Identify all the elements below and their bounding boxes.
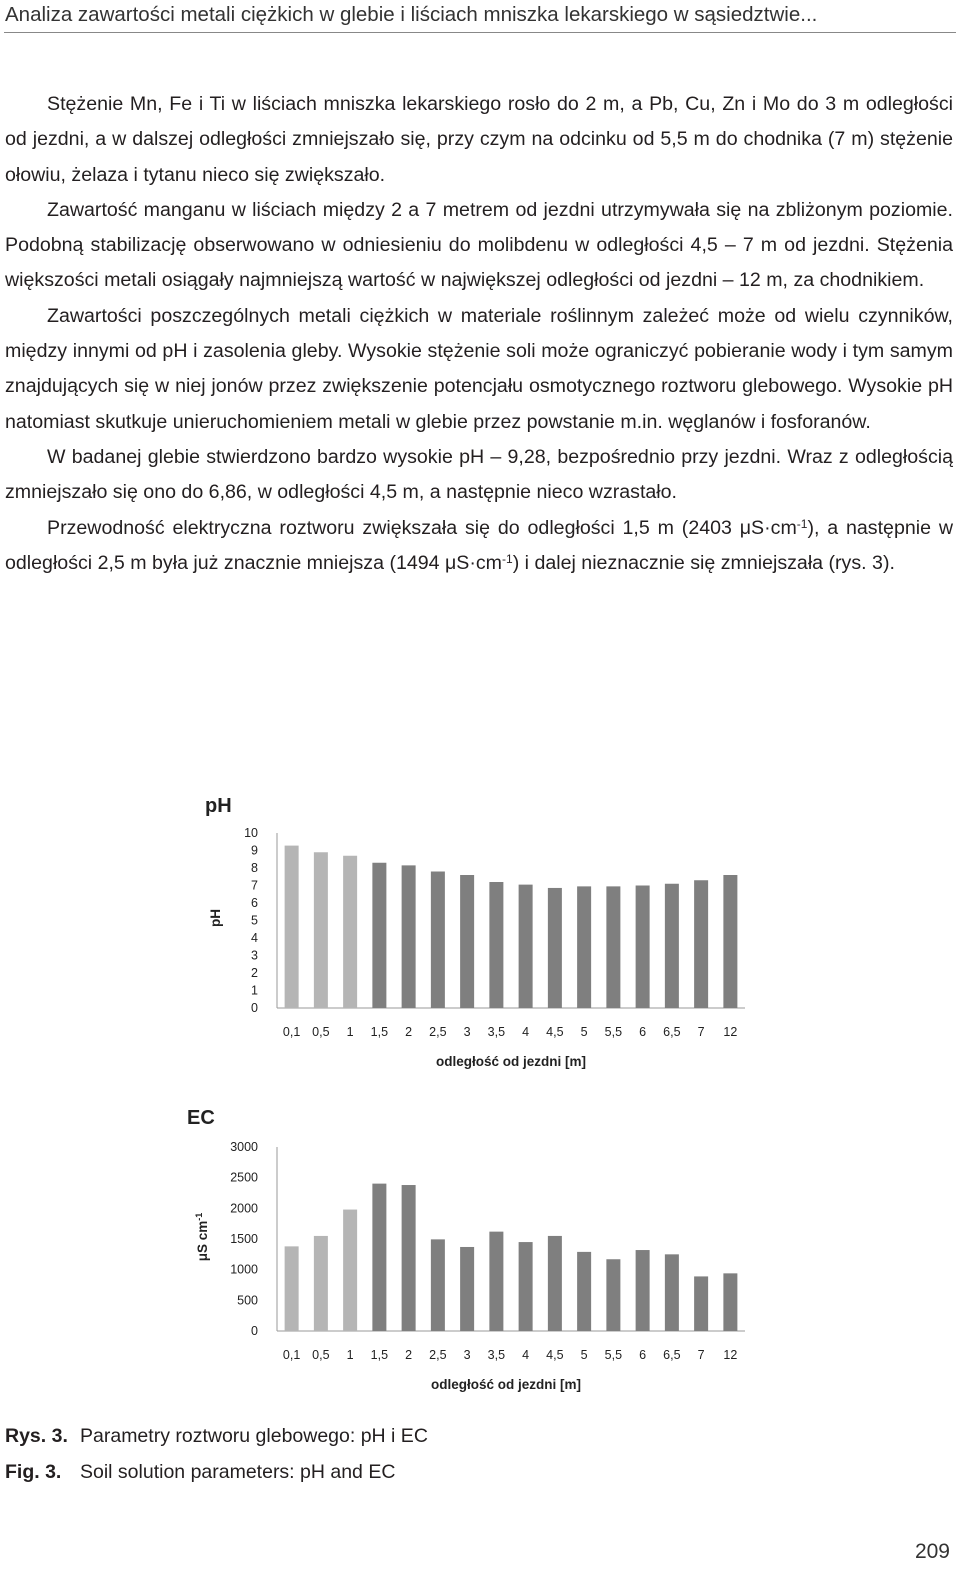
x-tick-label: 2,5 [429, 1348, 447, 1362]
bar [606, 1259, 620, 1331]
y-tick-label: 6 [251, 896, 258, 910]
x-tick-label: 3 [463, 1025, 471, 1039]
bar [723, 1273, 737, 1331]
bar [343, 1210, 357, 1331]
x-tick-label: 2 [405, 1348, 413, 1362]
x-tick-label: 6 [639, 1348, 647, 1362]
bar [431, 872, 445, 1009]
unit-exponent: -1 [502, 551, 513, 566]
x-tick-label: 0,1 [282, 1025, 301, 1039]
y-axis-title: μS $cm^{-1}$ [194, 1212, 210, 1262]
running-title: Analiza zawartości metali ciężkich w glebie i liściach mniszka lekarskiego w sąsiedztwie... [5, 3, 818, 26]
y-tick-label: 2000 [230, 1201, 258, 1216]
bar [343, 856, 357, 1008]
x-tick-label: 6,5 [663, 1025, 681, 1039]
y-tick-label: 10 [244, 826, 258, 840]
bar [314, 852, 328, 1008]
bar [636, 1250, 650, 1331]
x-tick-label: 1,5 [370, 1348, 389, 1362]
bar [402, 1185, 416, 1331]
bar [694, 1276, 708, 1331]
bar [285, 1246, 299, 1331]
paragraph-5-part-c: ) i dalej nieznacznie się zmniejszała (rys. 3). [512, 551, 895, 574]
bar [372, 863, 386, 1008]
x-tick-label: 0,5 [312, 1348, 330, 1362]
paragraph-3: Zawartości poszczególnych metali ciężkich w materiale roślinnym zależeć może od wielu czynników, między innymi od pH i zasolenia gleby. Wysokie stężenie soli może ograniczyć pobieranie wody i tym samym znajdujących się w niej jonów przez zwiększenie potencjału osmotycznego roztworu glebowego. Wysokie pH natomiast skutkuje unieruchomieniem metali w glebie przez powstanie m.in. węglanów i fosforanów. [5, 304, 953, 433]
page-number: 209 [914, 1540, 950, 1563]
bar [665, 1254, 679, 1331]
x-tick-label: 0,5 [312, 1025, 330, 1039]
bar [577, 1252, 591, 1331]
paragraph-1: Stężenie Mn, Fe i Ti w liściach mniszka lekarskiego rosło do 2 m, a Pb, Cu, Zn i Mo do 3 m odległości od jezdni, a w dalszej odległości zmniejszało się, przy czym na odcinku od 5,5 m do chodnika (7 m) stężenie ołowiu, żelaza i tytanu nieco się zwiększało. [5, 93, 953, 186]
x-tick-label: 6,5 [663, 1348, 681, 1362]
y-axis-title: pH [208, 909, 223, 927]
x-tick-label: 4 [522, 1025, 530, 1039]
y-tick-label: 3 [251, 948, 258, 963]
bar [519, 885, 533, 1008]
chart-title: EC [187, 1107, 215, 1129]
bar [285, 846, 299, 1008]
bar [489, 1232, 503, 1331]
bar [665, 884, 679, 1008]
x-tick-label: 4,5 [546, 1348, 564, 1362]
caption-en-number: Fig. 3. [5, 1461, 62, 1483]
bar [519, 1242, 533, 1331]
x-tick-label: 5 [580, 1025, 588, 1039]
x-tick-label: 5 [580, 1348, 588, 1362]
y-tick-label: 4 [251, 931, 258, 945]
caption-en-text: Soil solution parameters: pH and EC [80, 1461, 396, 1483]
x-tick-label: 7 [697, 1025, 705, 1039]
x-tick-label: 0,1 [282, 1348, 301, 1362]
chart-title: pH [205, 795, 232, 817]
bar [460, 875, 474, 1008]
unit-exponent: -1 [796, 516, 808, 531]
y-tick-label: 2500 [230, 1170, 258, 1185]
x-tick-label: 1 [346, 1025, 354, 1039]
paragraph-5-part-b: ), a następnie w odległości 2,5 m była już znacznie mniejsza (1494 μS·cm [5, 516, 953, 574]
bar [606, 886, 620, 1008]
x-tick-label: 5,5 [604, 1348, 623, 1362]
bar [402, 865, 416, 1008]
bar [548, 888, 562, 1008]
x-tick-label: 6 [639, 1025, 647, 1039]
bar [460, 1247, 474, 1331]
y-tick-label: 500 [237, 1293, 258, 1308]
bar [548, 1236, 562, 1331]
paragraph-2: Zawartość manganu w liściach między 2 a 7 metrem od jezdni utrzymywała się na zbliżonym poziomie. Podobną stabilizację obserwowano w odniesieniu do molibdenu w odległości 4,5 – 7 m od jezdni. Stężenia większości metali osiągały najmniejszą wartość w największej odległości od jezdni – 12 m, za chodnikiem. [5, 198, 953, 292]
x-axis-title: odległość od jezdni [m] [430, 1377, 582, 1392]
y-tick-label: 8 [251, 861, 258, 875]
y-tick-label: 1 [251, 983, 258, 998]
y-axis-title-exponent: -1 [194, 1212, 204, 1221]
y-tick-label: 9 [251, 843, 258, 858]
y-tick-label: 0 [251, 1001, 258, 1015]
x-tick-label: 3 [463, 1348, 471, 1362]
y-tick-label: 5 [251, 913, 258, 928]
x-tick-label: 1,5 [370, 1025, 389, 1039]
bar [636, 886, 650, 1009]
x-tick-label: 2,5 [429, 1025, 447, 1039]
x-tick-label: 12 [723, 1025, 738, 1039]
x-tick-label: 7 [697, 1348, 705, 1362]
bar [723, 875, 737, 1008]
y-tick-label: 3000 [230, 1140, 258, 1154]
bar [694, 880, 708, 1008]
x-tick-label: 1 [346, 1348, 354, 1362]
bar [372, 1184, 386, 1331]
y-tick-label: 1500 [230, 1232, 258, 1246]
x-tick-label: 5,5 [604, 1025, 623, 1039]
y-tick-label: 2 [251, 966, 258, 980]
x-tick-label: 4 [522, 1348, 530, 1362]
bar [489, 882, 503, 1008]
x-tick-label: 3,5 [487, 1025, 506, 1039]
y-tick-label: 1000 [230, 1262, 258, 1277]
x-axis-title: odległość od jezdni [m] [435, 1054, 587, 1069]
bar [314, 1236, 328, 1331]
paragraph-4: W badanej glebie stwierdzono bardzo wysokie pH – 9,28, bezpośrednio przy jezdni. Wraz z odległością zmniejszało się ono do 6,86, w odległości 4,5 m, a następnie nieco wzrastało. [5, 445, 953, 504]
caption-pl-number: Rys. 3. [5, 1425, 68, 1447]
x-tick-label: 2 [405, 1025, 413, 1039]
y-tick-label: 7 [251, 878, 258, 893]
paragraph-5-part-a: Przewodność elektryczna roztworu zwiększała się do odległości 1,5 m (2403 μS·cm [47, 516, 797, 539]
x-tick-label: 4,5 [546, 1025, 564, 1039]
y-tick-label: 0 [251, 1324, 258, 1338]
caption-pl-text: Parametry roztworu glebowego: pH i EC [80, 1425, 428, 1447]
x-tick-label: 12 [723, 1348, 738, 1362]
caption-en [5, 1460, 395, 1484]
bar [577, 886, 591, 1008]
x-tick-label: 3,5 [487, 1348, 506, 1362]
caption-pl [5, 1424, 428, 1448]
bar [431, 1239, 445, 1331]
